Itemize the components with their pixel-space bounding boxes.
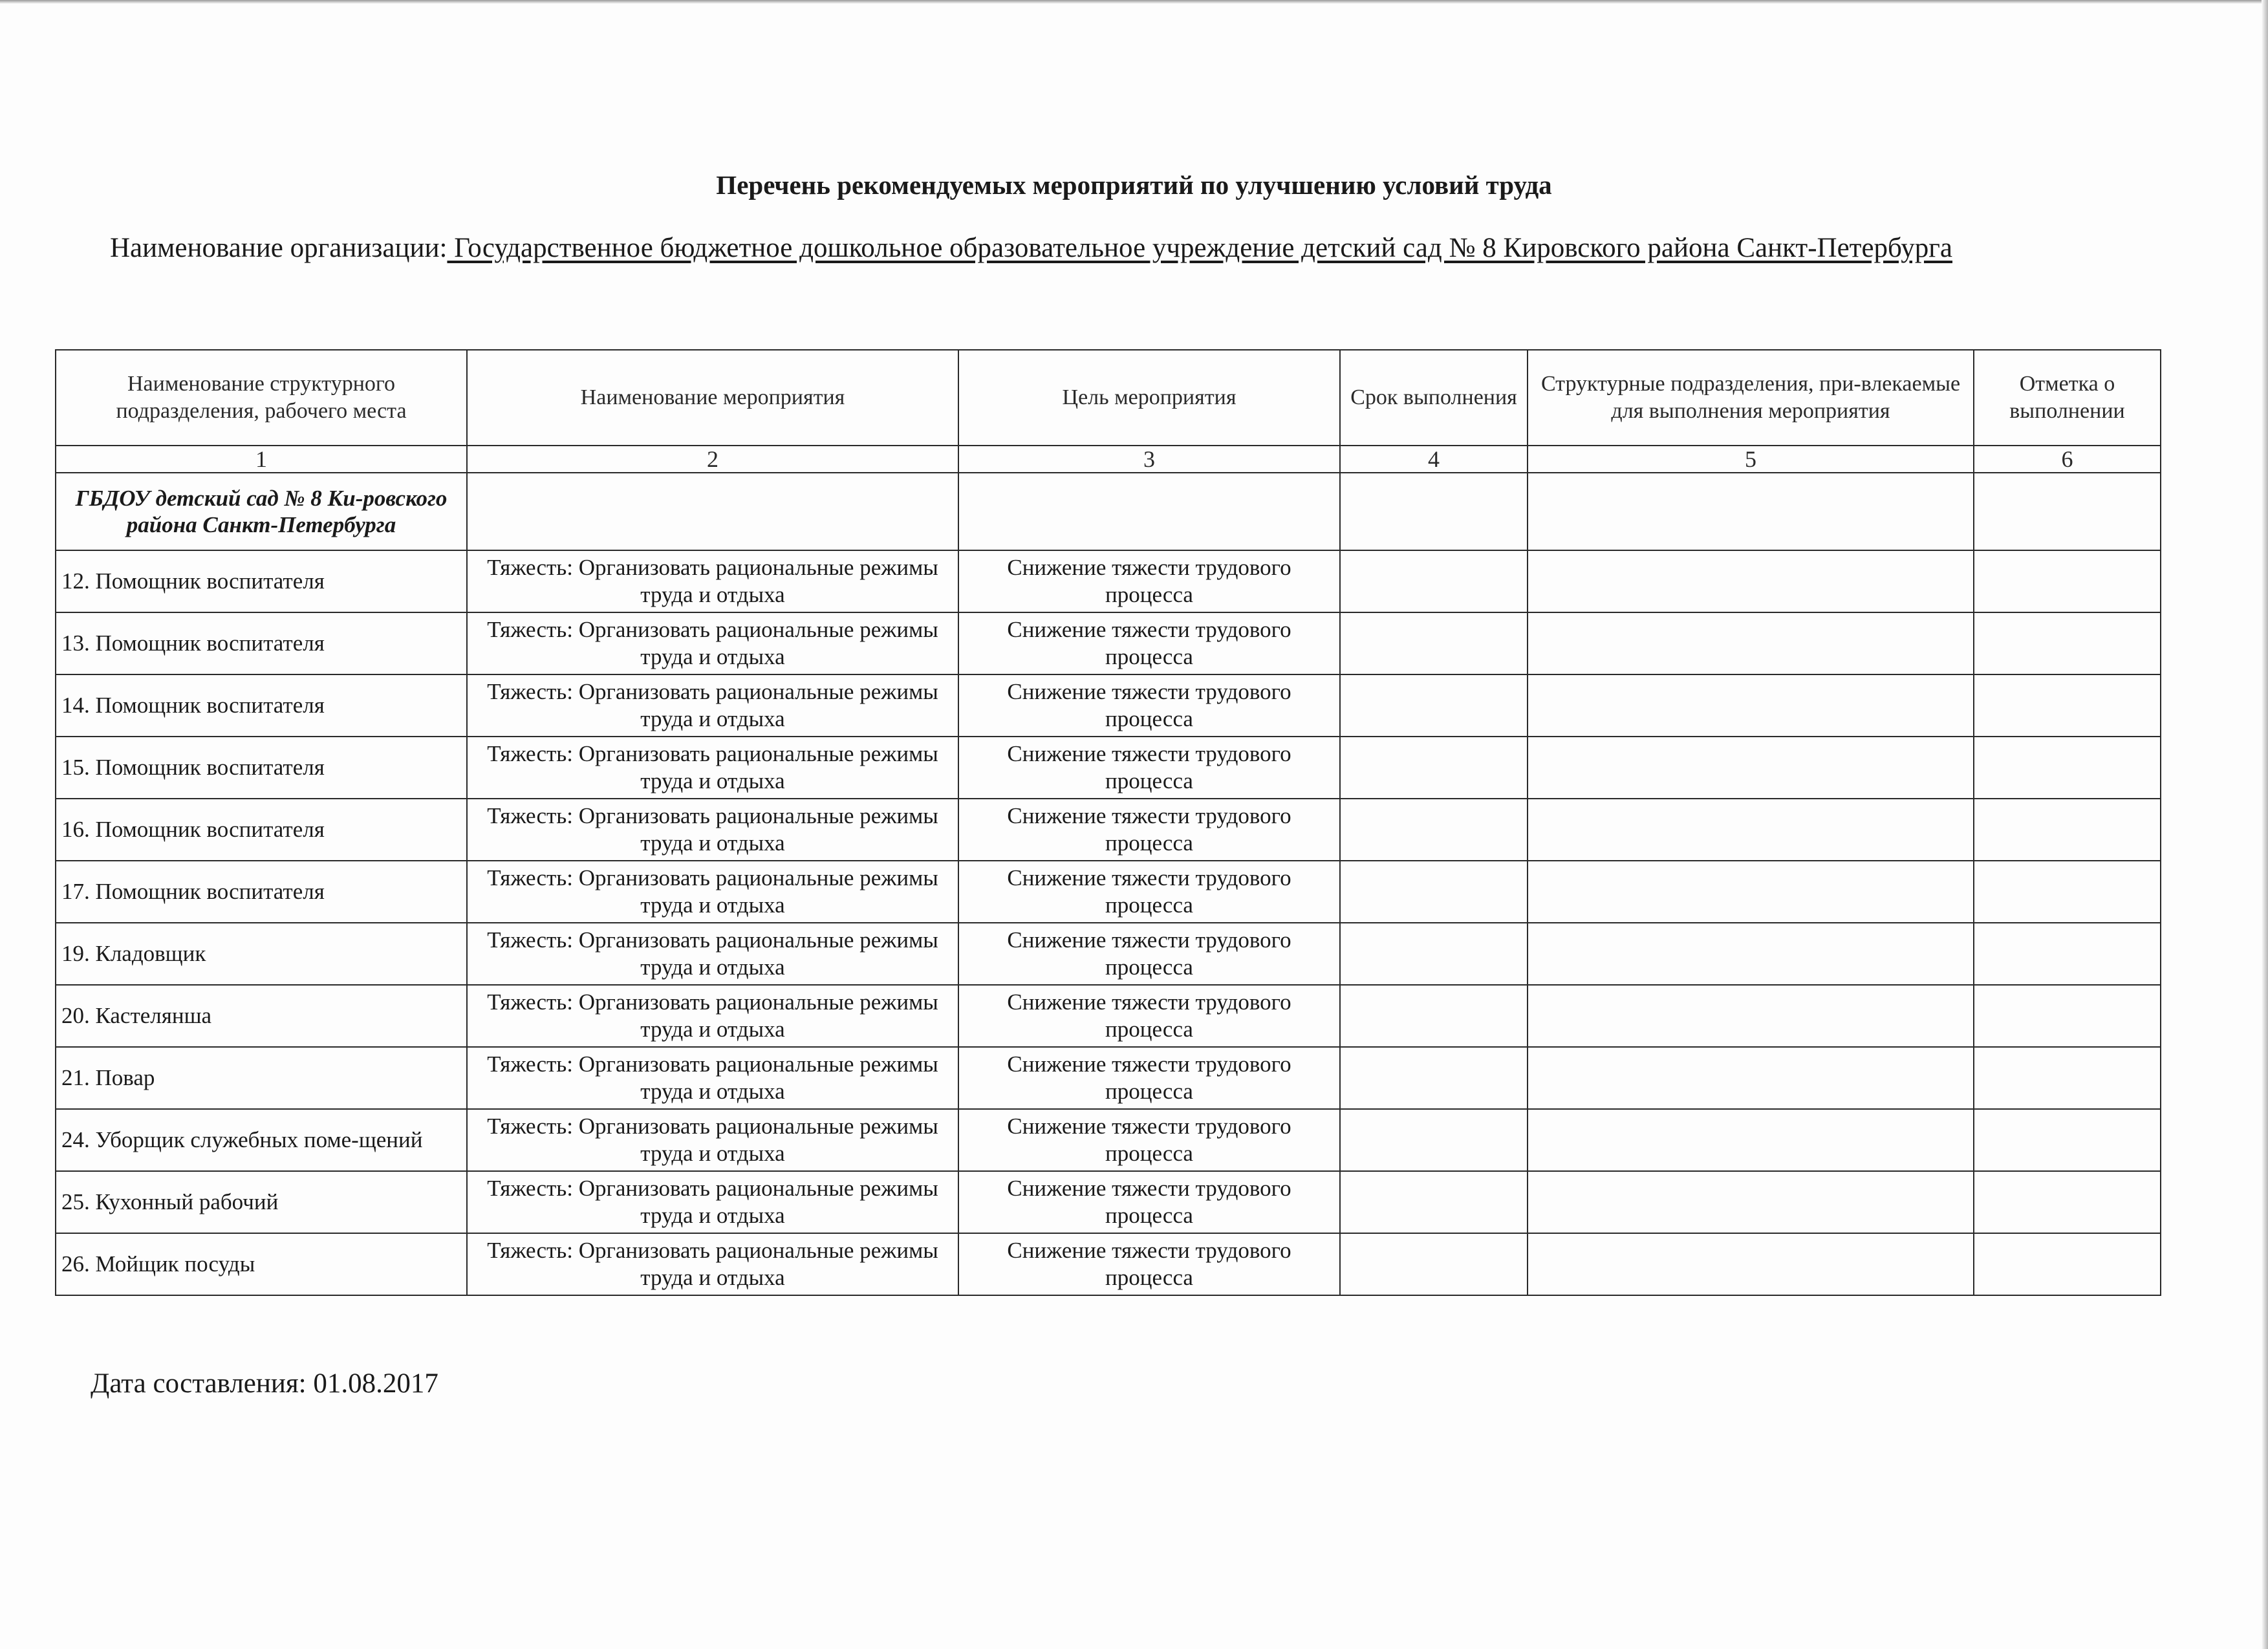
row-goal: Снижение тяжести трудового процесса	[958, 674, 1340, 737]
row-completion-mark	[1974, 737, 2161, 799]
table-header-row	[56, 350, 2161, 446]
row-workplace: 16. Помощник воспитателя	[56, 799, 467, 861]
row-term	[1340, 612, 1528, 674]
row-workplace: 25. Кухонный рабочий	[56, 1171, 467, 1233]
column-number: 4	[1340, 446, 1528, 473]
row-completion-mark	[1974, 1109, 2161, 1171]
row-workplace: 19. Кладовщик	[56, 923, 467, 985]
row-measure: Тяжесть: Организовать рациональные режимы труда и отдыха	[467, 1047, 958, 1109]
empty-cell	[1340, 473, 1528, 550]
table-row	[56, 674, 2161, 737]
row-workplace: 17. Помощник воспитателя	[56, 861, 467, 923]
row-term	[1340, 985, 1528, 1047]
header-goal: Цель мероприятия	[958, 350, 1340, 446]
row-goal: Снижение тяжести трудового процесса	[958, 799, 1340, 861]
row-measure: Тяжесть: Организовать рациональные режимы труда и отдыха	[467, 861, 958, 923]
row-completion-mark	[1974, 674, 2161, 737]
table-row	[56, 612, 2161, 674]
row-completion-mark	[1974, 1047, 2161, 1109]
row-term	[1340, 1171, 1528, 1233]
column-number: 2	[467, 446, 958, 473]
header-workplace: Наименование структурного подразделения, рабочего места	[56, 350, 467, 446]
table-row	[56, 1171, 2161, 1233]
row-departments	[1528, 1171, 1974, 1233]
header-measure: Наименование мероприятия	[467, 350, 958, 446]
compilation-date	[91, 1368, 438, 1399]
column-number: 5	[1528, 446, 1974, 473]
row-departments	[1528, 612, 1974, 674]
row-measure: Тяжесть: Организовать рациональные режимы труда и отдыха	[467, 674, 958, 737]
table-row	[56, 799, 2161, 861]
row-goal: Снижение тяжести трудового процесса	[958, 923, 1340, 985]
row-completion-mark	[1974, 612, 2161, 674]
row-departments	[1528, 985, 1974, 1047]
row-completion-mark	[1974, 923, 2161, 985]
header-departments: Структурные подразделения, при-влекаемые для выполнения мероприятия	[1528, 350, 1974, 446]
empty-cell	[1528, 473, 1974, 550]
row-completion-mark	[1974, 861, 2161, 923]
row-departments	[1528, 1109, 1974, 1171]
row-goal: Снижение тяжести трудового процесса	[958, 861, 1340, 923]
table-row	[56, 1109, 2161, 1171]
empty-cell	[1974, 473, 2161, 550]
row-term	[1340, 861, 1528, 923]
row-measure: Тяжесть: Организовать рациональные режимы труда и отдыха	[467, 799, 958, 861]
row-departments	[1528, 923, 1974, 985]
column-number: 3	[958, 446, 1340, 473]
row-workplace: 13. Помощник воспитателя	[56, 612, 467, 674]
row-workplace: 24. Уборщик служебных поме-щений	[56, 1109, 467, 1171]
row-workplace: 20. Кастелянша	[56, 985, 467, 1047]
organization-row	[56, 473, 2161, 550]
row-goal: Снижение тяжести трудового процесса	[958, 550, 1340, 612]
row-completion-mark	[1974, 1171, 2161, 1233]
row-departments	[1528, 737, 1974, 799]
row-completion-mark	[1974, 985, 2161, 1047]
row-term	[1340, 799, 1528, 861]
row-measure: Тяжесть: Организовать рациональные режимы труда и отдыха	[467, 923, 958, 985]
header-term: Срок выполнения	[1340, 350, 1528, 446]
row-measure: Тяжесть: Организовать рациональные режимы труда и отдыха	[467, 985, 958, 1047]
column-number: 1	[56, 446, 467, 473]
row-completion-mark	[1974, 550, 2161, 612]
row-departments	[1528, 1047, 1974, 1109]
row-goal: Снижение тяжести трудового процесса	[958, 1171, 1340, 1233]
row-workplace: 14. Помощник воспитателя	[56, 674, 467, 737]
organization-label: Наименование организации:	[110, 233, 448, 263]
row-measure: Тяжесть: Организовать рациональные режимы труда и отдыха	[467, 1109, 958, 1171]
row-term	[1340, 674, 1528, 737]
row-term	[1340, 1047, 1528, 1109]
row-measure: Тяжесть: Организовать рациональные режимы труда и отдыха	[467, 737, 958, 799]
table-row	[56, 985, 2161, 1047]
empty-cell	[467, 473, 958, 550]
table-row	[56, 923, 2161, 985]
measures-table	[55, 349, 2161, 1296]
row-term	[1340, 550, 1528, 612]
row-goal: Снижение тяжести трудового процесса	[958, 1233, 1340, 1295]
header-completion-mark: Отметка о выполнении	[1974, 350, 2161, 446]
row-goal: Снижение тяжести трудового процесса	[958, 1047, 1340, 1109]
row-goal: Снижение тяжести трудового процесса	[958, 985, 1340, 1047]
row-departments	[1528, 550, 1974, 612]
column-number: 6	[1974, 446, 2161, 473]
date-value: 01.08.2017	[313, 1368, 438, 1399]
scan-edge-top	[0, 0, 2268, 4]
row-completion-mark	[1974, 1233, 2161, 1295]
table-row	[56, 1233, 2161, 1295]
row-departments	[1528, 674, 1974, 737]
table-row	[56, 550, 2161, 612]
row-measure: Тяжесть: Организовать рациональные режимы труда и отдыха	[467, 1171, 958, 1233]
table-row	[56, 737, 2161, 799]
row-measure: Тяжесть: Организовать рациональные режимы труда и отдыха	[467, 1233, 958, 1295]
row-workplace: 21. Повар	[56, 1047, 467, 1109]
organization-line	[110, 232, 2166, 265]
row-workplace: 26. Мойщик посуды	[56, 1233, 467, 1295]
row-term	[1340, 1233, 1528, 1295]
row-workplace: 12. Помощник воспитателя	[56, 550, 467, 612]
row-goal: Снижение тяжести трудового процесса	[958, 612, 1340, 674]
table-row	[56, 1047, 2161, 1109]
row-departments	[1528, 861, 1974, 923]
row-workplace: 15. Помощник воспитателя	[56, 737, 467, 799]
date-label: Дата составления:	[91, 1368, 307, 1399]
organization-cell: ГБДОУ детский сад № 8 Ки-ровского района Санкт-Петербурга	[56, 473, 467, 550]
row-goal: Снижение тяжести трудового процесса	[958, 737, 1340, 799]
document-title: Перечень рекомендуемых мероприятий по улучшению условий труда	[716, 170, 1552, 200]
table-row	[56, 861, 2161, 923]
column-number-row	[56, 446, 2161, 473]
scan-edge-right	[2262, 0, 2268, 1649]
row-completion-mark	[1974, 799, 2161, 861]
row-measure: Тяжесть: Организовать рациональные режимы труда и отдыха	[467, 550, 958, 612]
row-term	[1340, 737, 1528, 799]
row-term	[1340, 923, 1528, 985]
row-goal: Снижение тяжести трудового процесса	[958, 1109, 1340, 1171]
row-term	[1340, 1109, 1528, 1171]
empty-cell	[958, 473, 1340, 550]
organization-name: Государственное бюджетное дошкольное образовательное учреждение детский сад № 8 Кировского района Санкт-Петербурга	[447, 233, 1953, 263]
row-departments	[1528, 799, 1974, 861]
row-departments	[1528, 1233, 1974, 1295]
row-measure: Тяжесть: Организовать рациональные режимы труда и отдыха	[467, 612, 958, 674]
